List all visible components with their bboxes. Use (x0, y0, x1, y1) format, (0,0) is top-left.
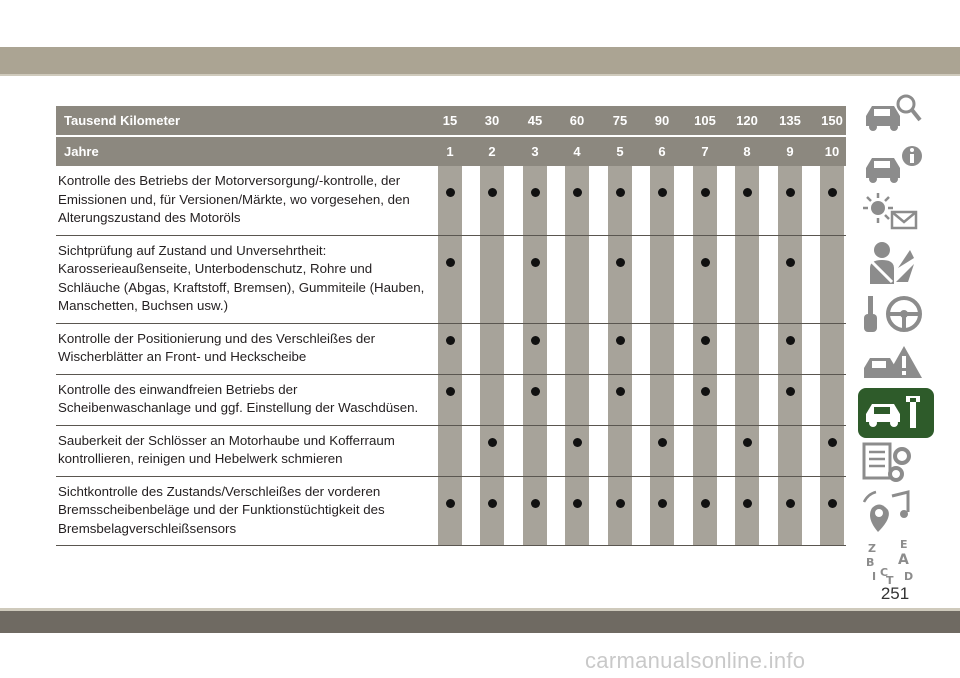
row-description: Sichtprüfung auf Zustand und Unversehrtheit: Karosserieaußenseite, Unterbodenschutz, Rohre und Schläuche (Abgas, Kraftstoff, Bremsen), Gummiteile (Hauben, Manschetten, Buchsen usw.) (58, 242, 425, 313)
maintenance-mark (488, 438, 497, 447)
index-letter: T (886, 574, 894, 587)
maintenance-mark (446, 336, 455, 345)
maintenance-mark (573, 188, 582, 197)
header-km-cell: 90 (654, 113, 670, 128)
maintenance-mark (701, 336, 710, 345)
steering-key-icon (858, 288, 934, 338)
maintenance-mark (531, 258, 540, 267)
table-row (56, 236, 846, 324)
maintenance-mark (616, 188, 625, 197)
car-search-icon (858, 88, 934, 138)
maintenance-mark (531, 188, 540, 197)
header-year-cell: 7 (701, 144, 709, 159)
header-label-kilometers: Tausend Kilometer (64, 113, 181, 128)
tab-seatbelt-airbag[interactable] (858, 238, 934, 288)
maintenance-mark (488, 188, 497, 197)
maintenance-mark (616, 387, 625, 396)
maintenance-mark (488, 499, 497, 508)
header-year-cell: 10 (824, 144, 840, 159)
top-margin (0, 0, 960, 47)
maintenance-mark (743, 499, 752, 508)
row-description: Sauberkeit der Schlösser an Motorhaube und Kofferraum kontrollieren, reinigen und Hebelwerk schmieren (58, 432, 395, 466)
maintenance-mark (743, 188, 752, 197)
maintenance-mark (446, 258, 455, 267)
tab-warning-lights[interactable] (858, 188, 934, 238)
row-description: Kontrolle des Betriebs der Motorversorgung/-kontrolle, der Emissionen und, für Versionen/Märkte, wo vorgesehen, den Alterungszustand des Motoröls (58, 173, 410, 225)
header-rule (0, 74, 960, 76)
header-label-years: Jahre (64, 144, 99, 159)
header-year-cell: 8 (743, 144, 751, 159)
maintenance-mark (786, 387, 795, 396)
tab-car-search[interactable] (858, 88, 934, 138)
index-letter: C (880, 566, 889, 579)
table-row (56, 477, 846, 547)
header-km-cell: 30 (484, 113, 500, 128)
maintenance-mark (701, 499, 710, 508)
header-year-cell: 5 (616, 144, 624, 159)
maintenance-mark (786, 499, 795, 508)
maintenance-mark (658, 188, 667, 197)
table-row (56, 375, 846, 426)
maintenance-mark (658, 438, 667, 447)
index-letter: Z (868, 542, 876, 555)
maintenance-mark (531, 387, 540, 396)
maintenance-mark (701, 387, 710, 396)
index-letter: A (898, 552, 909, 568)
tab-car-service[interactable] (858, 388, 934, 438)
table-row (56, 324, 846, 375)
page-number: 251 (880, 584, 910, 603)
index-letter: D (904, 570, 914, 583)
tab-multimedia[interactable] (858, 488, 934, 538)
tab-car-warning[interactable] (858, 338, 934, 388)
maintenance-mark (446, 188, 455, 197)
maintenance-mark (658, 499, 667, 508)
header-km-cell: 45 (527, 113, 543, 128)
maintenance-mark (616, 258, 625, 267)
header-year-cell: 1 (446, 144, 454, 159)
index-letter: B (866, 556, 875, 569)
header-row-kilometers (56, 106, 846, 135)
maintenance-mark (786, 336, 795, 345)
header-km-cell: 15 (442, 113, 458, 128)
header-row-years (56, 137, 846, 166)
header-km-cell: 75 (612, 113, 628, 128)
header-year-cell: 9 (786, 144, 794, 159)
maintenance-mark (786, 258, 795, 267)
warning-lights-icon (858, 188, 934, 238)
tab-car-info[interactable] (858, 138, 934, 188)
maintenance-mark (701, 258, 710, 267)
specs-settings-icon (858, 438, 934, 488)
row-description: Kontrolle der Positionierung und des Verschleißes der Wischerblätter an Front- und Heckscheibe (58, 330, 376, 364)
tab-steering-key[interactable] (858, 288, 934, 338)
maintenance-mark (828, 188, 837, 197)
row-description: Sichtkontrolle des Zustands/Verschleißes der vorderen Bremsscheibenbeläge und der Funktionstüchtigkeit des Bremsbelagverschleißsensors (58, 483, 385, 536)
header-km-cell: 60 (569, 113, 585, 128)
row-description: Kontrolle des einwandfreien Betriebs der Scheibenwaschanlage und ggf. Einstellung der Waschdüsen. (58, 381, 419, 415)
header-km-cell: 150 (821, 113, 843, 128)
maintenance-mark (446, 387, 455, 396)
maintenance-mark (828, 438, 837, 447)
index-letter: E (900, 538, 908, 551)
maintenance-mark (616, 336, 625, 345)
maintenance-mark (573, 438, 582, 447)
table-row (56, 166, 846, 236)
car-warning-icon (858, 338, 934, 388)
index-letters-icon (858, 538, 934, 588)
car-info-icon (858, 138, 934, 188)
maintenance-mark (786, 188, 795, 197)
table-body (56, 166, 846, 546)
maintenance-mark (531, 336, 540, 345)
tab-index[interactable] (858, 538, 934, 588)
maintenance-mark (573, 499, 582, 508)
tab-specs-settings[interactable] (858, 438, 934, 488)
maintenance-mark (743, 438, 752, 447)
index-letter: I (872, 570, 877, 583)
table-row (56, 426, 846, 477)
multimedia-icon (858, 488, 934, 538)
maintenance-table (56, 106, 846, 166)
header-band (0, 47, 960, 74)
car-service-icon (858, 388, 934, 438)
header-km-cell: 135 (779, 113, 801, 128)
header-year-cell: 3 (531, 144, 539, 159)
seatbelt-airbag-icon (858, 238, 934, 288)
header-year-cell: 2 (488, 144, 496, 159)
maintenance-mark (446, 499, 455, 508)
maintenance-mark (531, 499, 540, 508)
header-km-cell: 105 (694, 113, 716, 128)
footer-band (0, 611, 960, 633)
watermark: carmanualsonline.info (585, 648, 806, 673)
maintenance-mark (616, 499, 625, 508)
maintenance-mark (701, 188, 710, 197)
header-year-cell: 6 (658, 144, 666, 159)
maintenance-mark (828, 499, 837, 508)
header-year-cell: 4 (573, 144, 581, 159)
header-km-cell: 120 (736, 113, 758, 128)
